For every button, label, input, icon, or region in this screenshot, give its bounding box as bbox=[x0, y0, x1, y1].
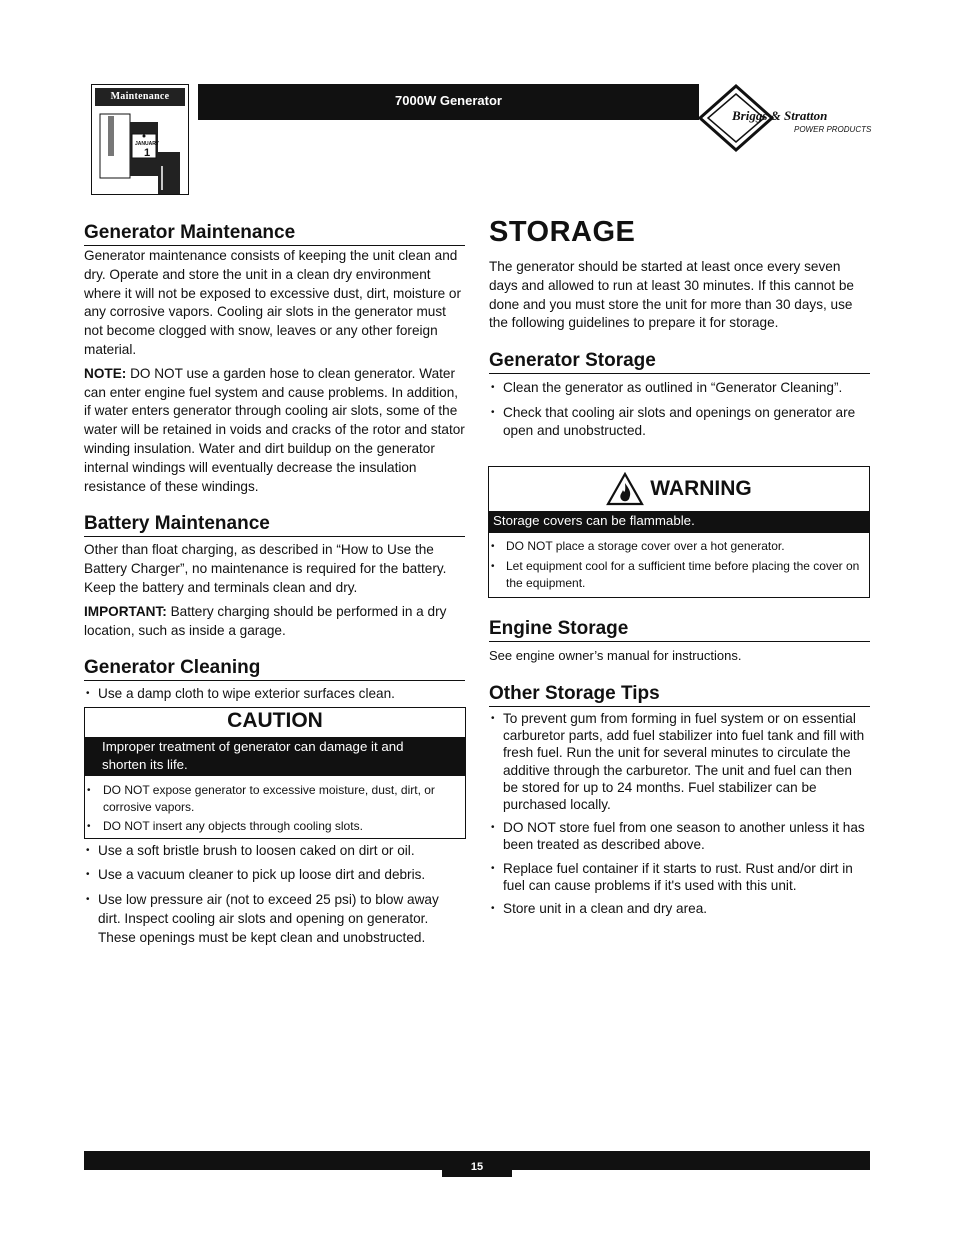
calendar-wrench-icon bbox=[92, 106, 188, 194]
tip-bullet: • DO NOT store fuel from one season to another unless it has been treated as described above. bbox=[489, 819, 870, 853]
fire-hazard-icon bbox=[606, 472, 644, 506]
generator-storage-section bbox=[489, 350, 870, 439]
warning-title: WARNING bbox=[650, 477, 752, 500]
other-storage-tips-section bbox=[489, 683, 870, 917]
engine-storage-heading: Engine Storage bbox=[489, 618, 870, 642]
maintenance-label: Maintenance bbox=[95, 88, 185, 106]
tip-bullet: • To prevent gum from forming in fuel system or on essential carburetor parts, add fuel stabilizer into fuel tank and fill with fresh fuel. Run the unit for several minutes to circulate the additive through the carburetor. The unit and fuel can then be stored for up to 24 months. Fuel stabilizer can be purchased locally. bbox=[489, 710, 870, 813]
brand-name: Briggs & Stratton bbox=[732, 108, 828, 123]
page-number: 15 bbox=[442, 1155, 512, 1177]
generator-cleaning-heading: Generator Cleaning bbox=[84, 657, 465, 681]
important-label: IMPORTANT: bbox=[84, 603, 167, 619]
caution-title: CAUTION bbox=[227, 709, 323, 732]
cleaning-bullet-damp-cloth: • Use a damp cloth to wipe exterior surfaces clean. bbox=[84, 685, 465, 702]
right-column bbox=[489, 216, 870, 439]
important-paragraph bbox=[84, 603, 465, 641]
tip-bullet: • Replace fuel container if it starts to rust. Rust and/or dirt in fuel can cause problems if it's used with this unit. bbox=[489, 860, 870, 894]
warning-box bbox=[488, 466, 870, 598]
cleaning-bullets-list bbox=[84, 842, 465, 947]
generator-cleaning-section bbox=[84, 657, 465, 702]
warning-header bbox=[489, 467, 869, 511]
document-title-bar: 7000W Generator bbox=[198, 84, 699, 120]
generator-maintenance-text: Generator maintenance consists of keeping the unit clean and dry. Operate and store the unit in a clean dry environment where it will not be exposed to excessive dust, dirt, moisture or any corrosive vapors. Cooling air slots in the generator must not become clogged with snow, leaves or any other foreign material. bbox=[84, 248, 462, 357]
storage-title: STORAGE bbox=[489, 216, 636, 248]
caution-box bbox=[84, 707, 466, 839]
note-paragraph bbox=[84, 365, 465, 497]
generator-maintenance-section bbox=[84, 222, 465, 496]
engine-storage-text: See engine owner’s manual for instructions. bbox=[489, 648, 742, 663]
briggs-stratton-logo bbox=[698, 82, 873, 154]
maintenance-section-badge bbox=[91, 84, 189, 195]
warning-item: • Let equipment cool for a sufficient time before placing the cover on the equipment. bbox=[489, 558, 863, 592]
engine-storage-section bbox=[489, 618, 870, 666]
storage-bullet: • Check that cooling air slots and openings on generator are open and unobstructed. bbox=[489, 404, 870, 438]
caution-item: • DO NOT insert any objects through cooling slots. bbox=[85, 818, 465, 835]
caution-band: Improper treatment of generator can damage it and shorten its life. bbox=[85, 737, 465, 776]
battery-maintenance-heading: Battery Maintenance bbox=[84, 513, 465, 537]
tip-bullet: • Store unit in a clean and dry area. bbox=[489, 900, 870, 917]
storage-intro: The generator should be started at least once every seven days and allowed to run at least 30 minutes. If this cannot be done and you must store the unit for more than 30 days, use the following guidelines to prepare it for storage. bbox=[489, 259, 854, 331]
storage-bullet: • Clean the generator as outlined in “Generator Cleaning”. bbox=[489, 379, 870, 396]
caution-item: • DO NOT expose generator to excessive moisture, dust, dirt, or corrosive vapors. bbox=[85, 782, 465, 816]
cleaning-bullet: • Use low pressure air (not to exceed 25 psi) to blow away dirt. Inspect cooling air slots and opening on generator. These openings must be kept clean and unobstructed. bbox=[84, 890, 465, 947]
left-column bbox=[84, 222, 465, 703]
calendar-month-label: JANUARY bbox=[135, 141, 159, 147]
generator-storage-heading: Generator Storage bbox=[489, 350, 870, 374]
note-label: NOTE: bbox=[84, 365, 127, 381]
cleaning-bullet: • Use a vacuum cleaner to pick up loose dirt and debris. bbox=[84, 866, 465, 883]
important-text: Battery charging should be performed in a dry location, such as inside a garage. bbox=[84, 603, 447, 638]
battery-maintenance-text: Other than float charging, as described in “How to Use the Battery Charger”, no maintenance is required for the battery. Keep the battery and terminals clean and dry. bbox=[84, 542, 447, 595]
brand-subtitle: POWER PRODUCTS bbox=[794, 125, 872, 134]
note-text: DO NOT use a garden hose to clean generator. Water can enter engine fuel system and cause problems. In addition, if water enters generator through cooling air slots, some of the water will be retained in voids and cracks of the rotor and stator winding insulation. Water and dirt buildup on the generator internal windings will eventually decrease the insulation resistance of these windings. bbox=[84, 365, 465, 494]
generator-maintenance-heading: Generator Maintenance bbox=[84, 222, 465, 246]
warning-band: Storage covers can be flammable. bbox=[489, 511, 869, 533]
warning-item: • DO NOT place a storage cover over a hot generator. bbox=[489, 538, 863, 555]
calendar-day-number: 1 bbox=[144, 147, 151, 159]
battery-maintenance-section bbox=[84, 513, 465, 640]
other-storage-tips-heading: Other Storage Tips bbox=[489, 683, 870, 707]
cleaning-bullet: • Use a soft bristle brush to loosen caked on dirt or oil. bbox=[84, 842, 465, 859]
